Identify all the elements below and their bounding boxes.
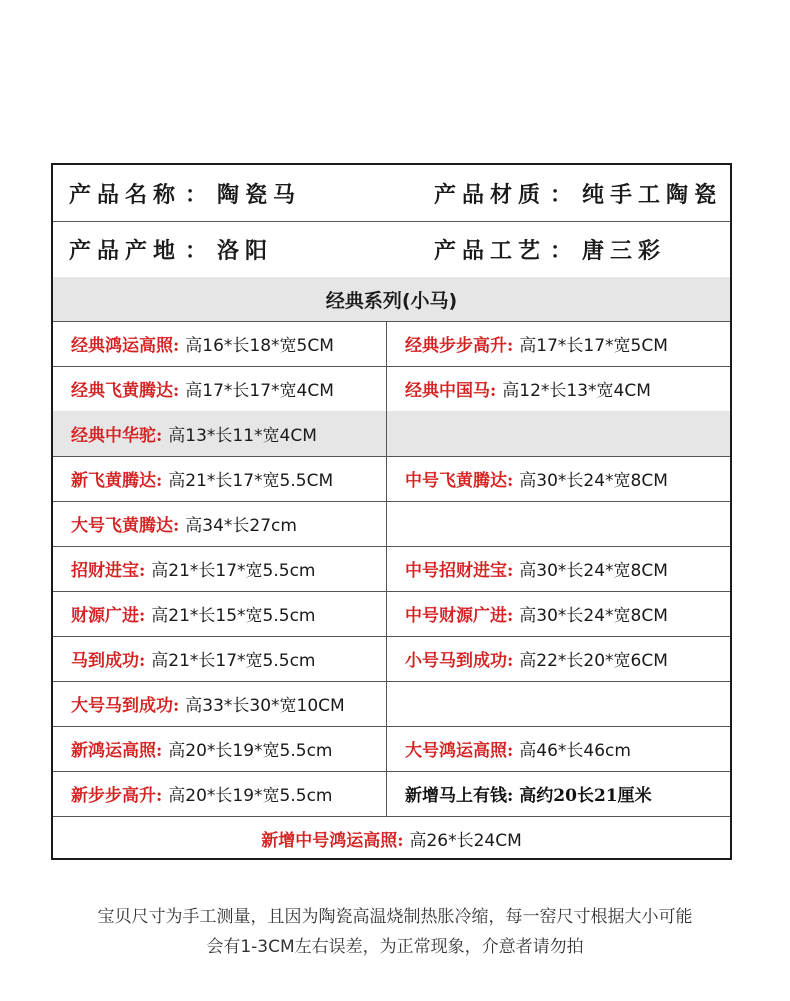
colon: ： xyxy=(550,237,579,264)
item-name: 新增中号鸿运高照: xyxy=(261,830,404,851)
item-name: 经典中国马: xyxy=(405,381,497,401)
item-name: 大号马到成功: xyxy=(71,696,180,716)
table-cell xyxy=(53,636,387,681)
item-size: 高22*长20*宽6CM xyxy=(519,651,668,671)
product-spec-table xyxy=(51,163,732,860)
table-row xyxy=(53,366,730,412)
colon: ： xyxy=(185,237,214,264)
table-cell xyxy=(387,321,730,366)
table-cell xyxy=(53,726,387,771)
product-origin-label: 产品产地 xyxy=(69,237,182,264)
item-name: 中号招财进宝: xyxy=(405,561,514,581)
item-name: 新增马上有钱: xyxy=(405,786,514,806)
footnote-line-2: 会有1-3CM左右误差，为正常现象，介意者请勿拍 xyxy=(206,937,584,957)
item-name: 经典鸿运高照: xyxy=(71,336,180,356)
item-size: 高30*长24*宽8CM xyxy=(519,471,668,491)
product-material-value: 纯手工陶瓷 xyxy=(582,181,723,208)
footnote-line-1: 宝贝尺寸为手工测量，且因为陶瓷高温烧制热胀冷缩，每一窑尺寸根据大小可能 xyxy=(97,907,693,927)
table-cell xyxy=(53,456,387,501)
item-size: 高21*长17*宽5.5cm xyxy=(151,651,316,671)
table-cell-empty xyxy=(387,501,730,546)
table-row xyxy=(53,501,730,547)
item-size: 高30*长24*宽8CM xyxy=(519,561,668,581)
item-name: 大号飞黄腾达: xyxy=(71,516,180,536)
item-name: 马到成功: xyxy=(71,651,146,671)
table-cell xyxy=(53,681,387,726)
item-size: 高34*长27cm xyxy=(185,516,297,536)
table-row xyxy=(53,771,730,817)
product-name-info xyxy=(69,165,301,221)
table-cell xyxy=(53,546,387,591)
table-cell xyxy=(53,501,387,546)
item-size: 高17*长17*宽4CM xyxy=(185,381,334,401)
colon: ： xyxy=(185,181,214,208)
item-size: 高约20长21厘米 xyxy=(519,786,652,806)
item-size: 高26*长24CM xyxy=(409,830,522,851)
table-row xyxy=(53,726,730,772)
product-name-label: 产品名称 xyxy=(69,181,182,208)
item-name: 新飞黄腾达: xyxy=(71,471,163,491)
table-cell xyxy=(53,321,387,366)
table-cell-empty xyxy=(387,681,730,726)
item-name: 小号马到成功: xyxy=(405,651,514,671)
item-size: 高33*长30*宽10CM xyxy=(185,696,345,716)
product-origin-info xyxy=(69,221,273,277)
item-name: 招财进宝: xyxy=(71,561,146,581)
table-cell xyxy=(387,456,730,501)
table-cell xyxy=(387,636,730,681)
table-row xyxy=(53,411,730,457)
info-row-origin-craft xyxy=(53,221,730,278)
table-cell xyxy=(53,411,387,456)
table-row xyxy=(53,456,730,502)
item-name: 新鸿运高照: xyxy=(71,741,163,761)
item-size: 高17*长17*宽5CM xyxy=(519,336,668,356)
table-cell xyxy=(387,726,730,771)
table-cell xyxy=(387,771,730,816)
table-cell xyxy=(53,591,387,636)
table-cell xyxy=(387,591,730,636)
table-cell xyxy=(53,771,387,816)
product-name-value: 陶瓷马 xyxy=(217,181,302,208)
item-size: 高21*长17*宽5.5CM xyxy=(168,471,334,491)
table-row xyxy=(53,816,730,860)
table-row xyxy=(53,591,730,637)
item-size: 高20*长19*宽5.5cm xyxy=(168,741,333,761)
info-row-name-material xyxy=(53,165,730,222)
product-material-label: 产品材质 xyxy=(434,181,547,208)
table-row xyxy=(53,681,730,727)
table-row xyxy=(53,321,730,367)
item-name: 财源广进: xyxy=(71,606,146,626)
item-name: 经典飞黄腾达: xyxy=(71,381,180,401)
item-size: 高21*长15*宽5.5cm xyxy=(151,606,316,626)
colon: ： xyxy=(550,181,579,208)
item-size: 高30*长24*宽8CM xyxy=(519,606,668,626)
table-cell xyxy=(387,366,730,411)
item-name: 经典中华驼: xyxy=(71,426,163,446)
table-cell xyxy=(387,546,730,591)
table-row xyxy=(53,546,730,592)
item-size: 高12*长13*宽4CM xyxy=(502,381,651,401)
item-name: 经典步步高升: xyxy=(405,336,514,356)
table-row xyxy=(53,636,730,682)
item-name: 中号飞黄腾达: xyxy=(405,471,514,491)
item-size: 高13*长11*宽4CM xyxy=(168,426,317,446)
item-size: 高21*长17*宽5.5cm xyxy=(151,561,316,581)
product-craft-info xyxy=(434,221,666,277)
item-size: 高16*长18*宽5CM xyxy=(185,336,334,356)
product-craft-value: 唐三彩 xyxy=(582,237,667,264)
item-size: 高46*长46cm xyxy=(519,741,631,761)
item-size: 高20*长19*宽5.5cm xyxy=(168,786,333,806)
product-material-info xyxy=(434,165,722,221)
product-craft-label: 产品工艺 xyxy=(434,237,547,264)
table-cell-empty xyxy=(387,411,730,456)
item-name: 大号鸿运高照: xyxy=(405,741,514,761)
series-title: 经典系列(小马) xyxy=(53,277,730,322)
table-cell xyxy=(53,816,730,860)
item-name: 新步步高升: xyxy=(71,786,163,806)
product-origin-value: 洛阳 xyxy=(217,237,274,264)
item-name: 中号财源广进: xyxy=(405,606,514,626)
table-cell xyxy=(53,366,387,411)
